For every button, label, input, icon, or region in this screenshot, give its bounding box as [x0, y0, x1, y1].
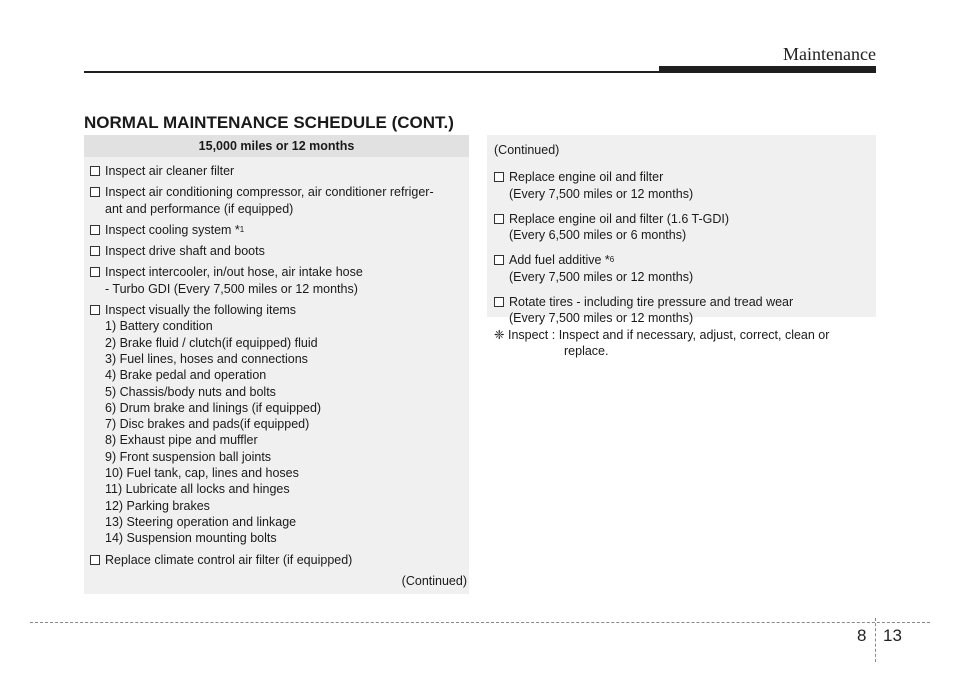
header-rule-thin: [84, 71, 659, 73]
checkbox-icon: [494, 172, 504, 182]
chapter-number: 8: [857, 626, 867, 645]
sub-item: 8) Exhaust pipe and muffler: [105, 433, 258, 448]
list-item: Inspect drive shaft and boots: [90, 243, 463, 259]
inspect-note: ❈ Inspect : Inspect and if necessary, adjust, correct, clean or replace.: [494, 328, 830, 359]
header-title: Maintenance: [783, 44, 876, 64]
sub-item: 1) Battery condition: [105, 319, 213, 334]
footer-rule: [30, 622, 930, 623]
continued-label: (Continued): [494, 143, 560, 157]
list-item: Rotate tires - including tire pressure and tread wear (Every 7,500 miles or 12 months): [494, 294, 870, 327]
right-schedule-panel: [487, 135, 876, 326]
sub-item: 13) Steering operation and linkage: [105, 514, 297, 529]
list-item: Inspect visually the following items 1) Battery condition 2) Brake fluid / clutch(if equipped) fluid 3) Fuel lines, hoses and connections 4) Brake pedal and operation 5) Chassis/body nuts and bolts 6) Drum brake and linings (if equipped) 7) Disc brakes and pads(if equipped) 8) Exhaust pipe and muffler 9) Front suspension ball joints 10) Fuel tank, cap, lines and hoses 11) Lubricate all locks and hinges 12) Parking brakes 13) Steering operation and linkage 14) Suspension mounting bolts: [90, 302, 463, 546]
continued-label: (Continued): [401, 574, 467, 588]
list-item: Add fuel additive * 6 (Every 7,500 miles or 12 months): [494, 252, 870, 285]
left-schedule-panel: [84, 135, 469, 594]
sub-item: 10) Fuel tank, cap, lines and hoses: [105, 466, 299, 481]
footnote-marker: 1: [239, 224, 245, 234]
checkbox-icon: [494, 214, 504, 224]
list-item: Inspect cooling system * 1: [90, 222, 463, 238]
list-item: Replace engine oil and filter (1.6 T-GDI) (Every 6,500 miles or 6 months): [494, 211, 870, 244]
sub-item: 11) Lubricate all locks and hinges: [105, 482, 290, 497]
checkbox-icon: [90, 246, 100, 256]
sub-item: 2) Brake fluid / clutch(if equipped) fluid: [105, 335, 318, 350]
checkbox-icon: [90, 166, 100, 176]
checkbox-icon: [90, 267, 100, 277]
checkbox-icon: [494, 297, 504, 307]
list-item: Replace climate control air filter (if equipped): [90, 552, 463, 568]
sub-item: 7) Disc brakes and pads(if equipped): [105, 417, 310, 432]
sub-item: 4) Brake pedal and operation: [105, 368, 267, 383]
footnote-marker: 6: [609, 255, 615, 265]
sub-item: 3) Fuel lines, hoses and connections: [105, 351, 308, 366]
page-number: 13: [883, 626, 902, 645]
checkbox-icon: [494, 255, 504, 265]
checkbox-icon: [90, 555, 100, 565]
interval-heading: 15,000 miles or 12 months: [84, 135, 469, 157]
sub-item: 12) Parking brakes: [105, 498, 210, 513]
sub-item: 14) Suspension mounting bolts: [105, 531, 277, 546]
list-item: Inspect intercooler, in/out hose, air intake hose - Turbo GDI (Every 7,500 miles or 12 months): [90, 264, 463, 297]
section-title: NORMAL MAINTENANCE SCHEDULE (CONT.): [84, 113, 454, 132]
note-symbol-icon: ❈: [494, 328, 505, 342]
checkbox-icon: [90, 225, 100, 235]
checkbox-icon: [90, 305, 100, 315]
sub-item: 9) Front suspension ball joints: [105, 449, 272, 464]
sub-item: 6) Drum brake and linings (if equipped): [105, 400, 322, 415]
checkbox-icon: [90, 187, 100, 197]
list-item: Inspect air conditioning compressor, air conditioner refriger- ant and performance (if equipped): [90, 184, 463, 217]
list-item: Replace engine oil and filter (Every 7,500 miles or 12 months): [494, 169, 870, 202]
list-item: Inspect air cleaner filter: [90, 163, 463, 179]
sub-item: 5) Chassis/body nuts and bolts: [105, 384, 276, 399]
header-rule-thick: [659, 66, 876, 73]
left-item-list: [84, 157, 469, 568]
page-number-separator: [875, 618, 876, 662]
